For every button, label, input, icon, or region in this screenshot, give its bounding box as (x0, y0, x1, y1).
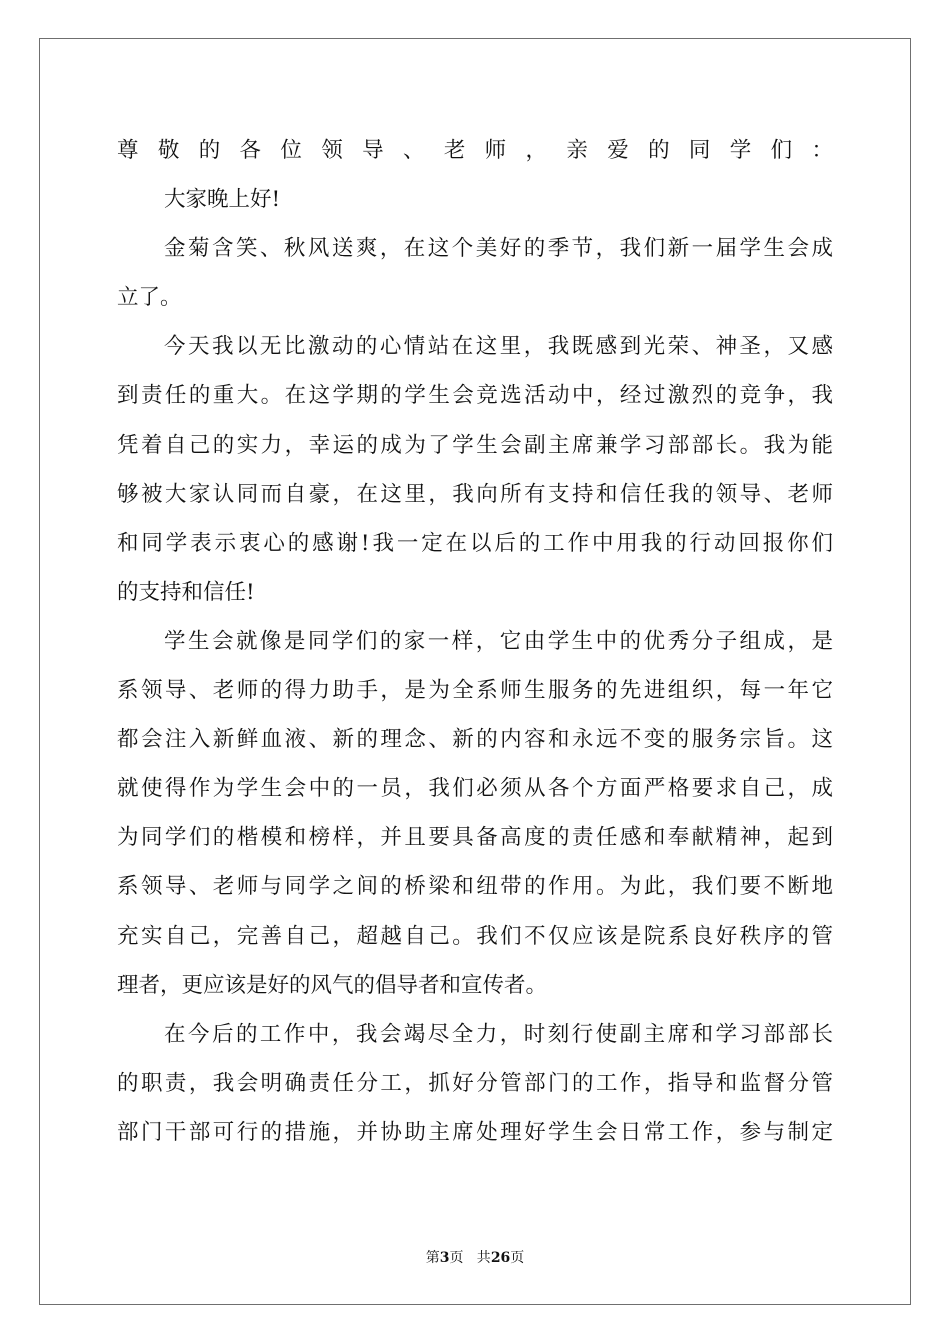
paragraph-line: 部门干部可行的措施，并协助主席处理好学生会日常工作，参与制定 (117, 1119, 833, 1145)
paragraph-line: 充实自己，完善自己，超越自己。我们不仅应该是院系良好秩序的管 (117, 923, 833, 949)
footer-prefix: 第 (425, 1250, 440, 1266)
paragraph-line: 就使得作为学生会中的一员，我们必须从各个方面严格要求自己，成 (117, 776, 833, 802)
paragraph-line: 都会注入新鲜血液、新的理念、新的内容和永远不变的服务宗旨。这 (117, 727, 833, 753)
footer-suffix: 页 (510, 1250, 525, 1266)
total-page-count: 26 (490, 1250, 511, 1266)
paragraph-line: 在今后的工作中，我会竭尽全力，时刻行使副主席和学习部部长 (164, 1021, 833, 1047)
current-page-number: 3 (439, 1250, 450, 1266)
paragraph-line: 学生会就像是同学们的家一样，它由学生中的优秀分子组成，是 (164, 628, 833, 654)
paragraph-line: 立了。 (117, 285, 182, 311)
paragraph-line: 金菊含笑、秋风送爽，在这个美好的季节，我们新一届学生会成 (164, 236, 833, 262)
greeting-line: 大家晚上好! (164, 187, 281, 213)
paragraph-line: 够被大家认同而自豪，在这里，我向所有支持和信任我的领导、老师 (117, 481, 833, 507)
document-body (117, 126, 833, 1157)
paragraph-line: 和同学表示衷心的感谢!我一定在以后的工作中用我的行动回报你们 (117, 530, 833, 556)
paragraph-line: 理者，更应该是好的风气的倡导者和宣传者。 (117, 972, 548, 998)
paragraph-line: 系领导、老师与同学之间的桥梁和纽带的作用。为此，我们要不断地 (117, 874, 833, 900)
paragraph-line: 的支持和信任! (117, 579, 255, 605)
salutation-line: 尊敬的各位领导、老师，亲爱的同学们： (117, 138, 833, 163)
paragraph-line: 到责任的重大。在这学期的学生会竞选活动中，经过激烈的竞争，我 (117, 383, 833, 409)
footer-middle: 页 共 (449, 1250, 491, 1266)
paragraph-line: 今天我以无比激动的心情站在这里，我既感到光荣、神圣，又感 (164, 334, 833, 360)
paragraph-line: 的职责，我会明确责任分工，抓好分管部门的工作，指导和监督分管 (117, 1070, 833, 1096)
paragraph-line: 凭着自己的实力，幸运的成为了学生会副主席兼学习部部长。我为能 (117, 432, 833, 458)
page-footer (0, 1249, 950, 1267)
paragraph-line: 为同学们的楷模和榜样，并且要具备高度的责任感和奉献精神，起到 (117, 825, 833, 851)
paragraph-line: 系领导、老师的得力助手，是为全系师生服务的先进组织，每一年它 (117, 678, 833, 704)
